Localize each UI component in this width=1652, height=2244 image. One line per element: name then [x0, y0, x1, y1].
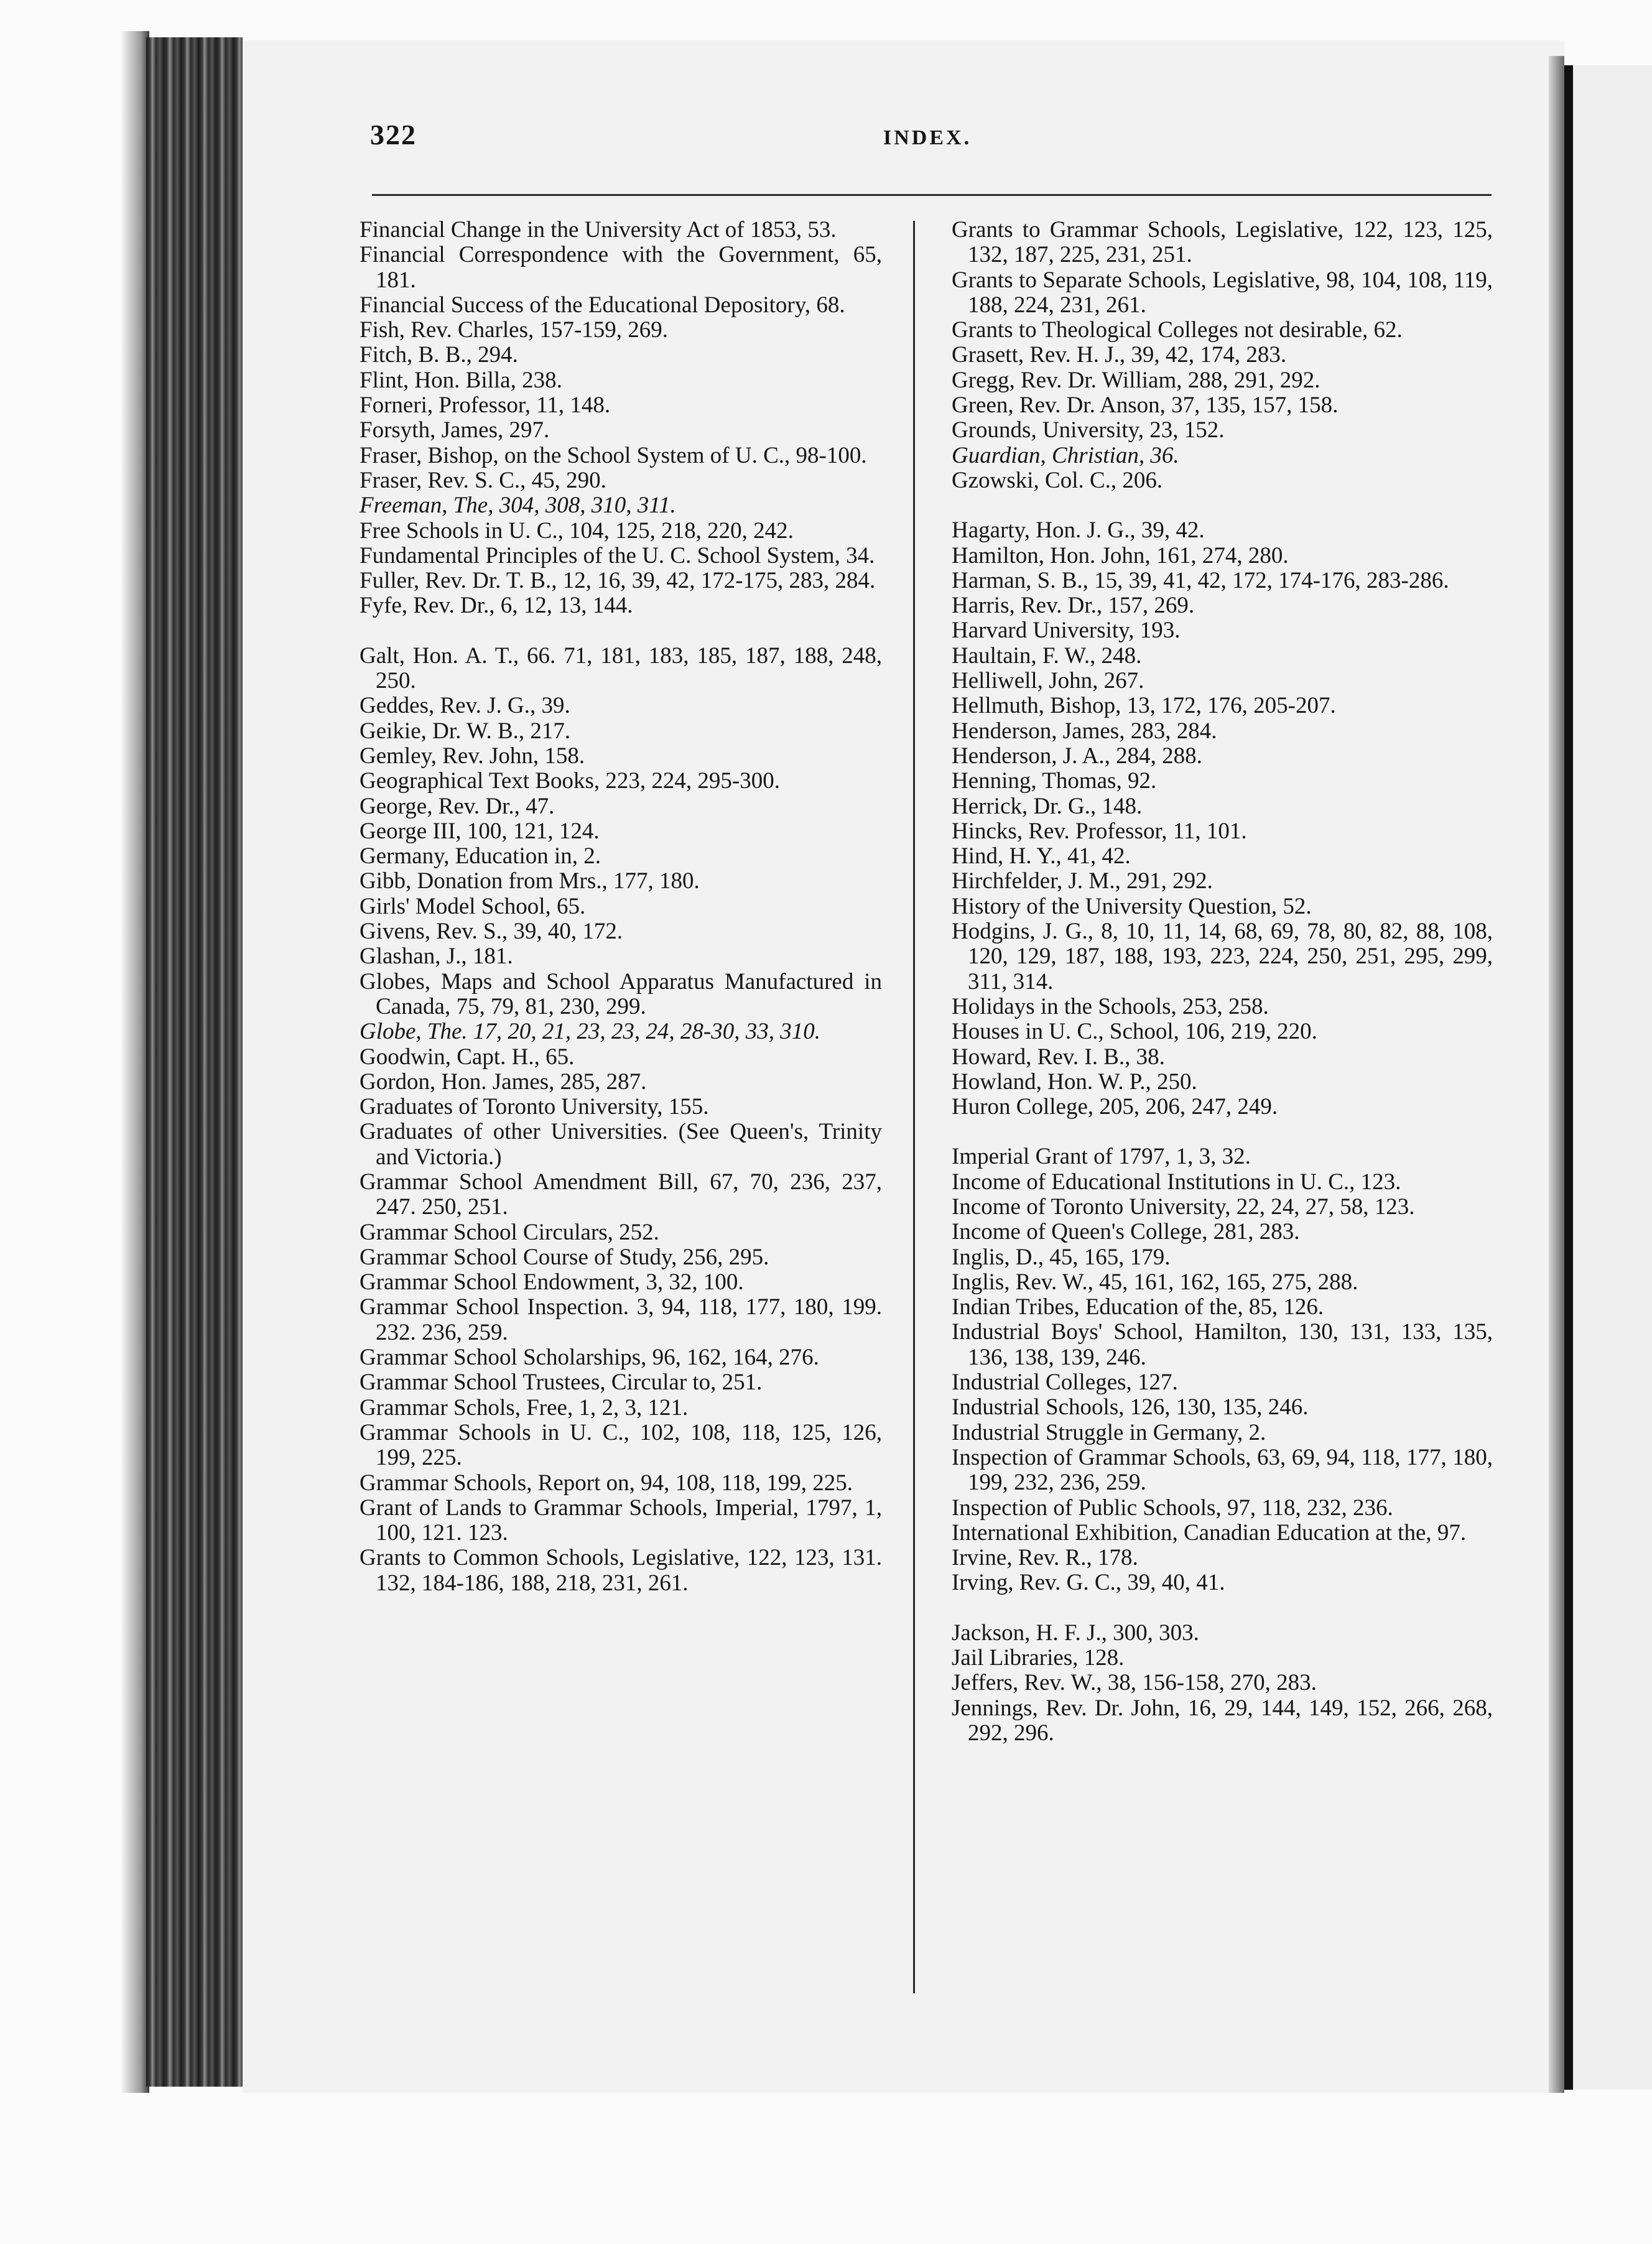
index-entry: Fyfe, Rev. Dr., 6, 12, 13, 144. — [360, 593, 633, 619]
index-entry: Jennings, Rev. Dr. John, 16, 29, 144, 149, 152, 266, 268, 292, 296. — [952, 1695, 1493, 1746]
index-entry: Forsyth, James, 297. — [360, 417, 550, 443]
index-entry: Grounds, University, 23, 152. — [952, 417, 1225, 443]
index-entry: Hodgins, J. G., 8, 10, 11, 14, 68, 69, 78, 80, 82, 88, 108, 120, 129, 187, 188, 193, 223, 224, 250, 251, 295, 299, 311, 314. — [952, 919, 1493, 994]
index-entry: Imperial Grant of 1797, 1, 3, 32. — [952, 1144, 1251, 1170]
index-entry: George, Rev. Dr., 47. — [360, 793, 555, 819]
index-entry: Grants to Common Schools, Legislative, 122, 123, 131. 132, 184-186, 188, 218, 231, 261. — [360, 1545, 882, 1596]
index-entry: Gemley, Rev. John, 158. — [360, 743, 585, 769]
index-entry: Graduates of other Universities. (See Queen's, Trinity and Victoria.) — [360, 1119, 882, 1170]
index-entry: Hellmuth, Bishop, 13, 172, 176, 205-207. — [952, 693, 1336, 719]
index-column-right — [952, 218, 1493, 1746]
index-entry: Geddes, Rev. J. G., 39. — [360, 693, 570, 719]
facing-page-edge — [1564, 65, 1652, 2090]
index-entry: Houses in U. C., School, 106, 219, 220. — [952, 1019, 1317, 1045]
index-entry: Guardian, Christian, 36. — [952, 442, 1179, 468]
index-entry: Industrial Schools, 126, 130, 135, 246. — [952, 1394, 1309, 1421]
index-entry: Hamilton, Hon. John, 161, 274, 280. — [952, 542, 1289, 568]
index-entry: Haultain, F. W., 248. — [952, 642, 1142, 669]
index-entry: Irving, Rev. G. C., 39, 40, 41. — [952, 1570, 1225, 1596]
index-entry: International Exhibition, Canadian Education at the, 97. — [952, 1519, 1467, 1546]
index-entry: Financial Change in the University Act of 1853, 53. — [360, 217, 837, 243]
index-entry: Jail Libraries, 128. — [952, 1645, 1125, 1671]
index-entry: Grants to Theological Colleges not desirable, 62. — [952, 317, 1403, 343]
index-entry: Flint, Hon. Billa, 238. — [360, 367, 562, 393]
index-entry: Henning, Thomas, 92. — [952, 768, 1157, 794]
index-entry: Gibb, Donation from Mrs., 177, 180. — [360, 868, 700, 894]
index-entry: Goodwin, Capt. H., 65. — [360, 1044, 575, 1070]
index-entry: Globe, The. 17, 20, 21, 23, 23, 24, 28-30, 33, 310. — [360, 1019, 820, 1045]
index-entry: Globes, Maps and School Apparatus Manufactured in Canada, 75, 79, 81, 230, 299. — [360, 968, 882, 1019]
index-entry: Geikie, Dr. W. B., 217. — [360, 718, 571, 744]
index-entry: Grasett, Rev. H. J., 39, 42, 174, 283. — [952, 342, 1287, 368]
index-entry: Inspection of Public Schools, 97, 118, 232, 236. — [952, 1495, 1393, 1521]
index-entry: Fitch, B. B., 294. — [360, 342, 518, 368]
index-entry: Grammar School Trustees, Circular to, 251. — [360, 1370, 763, 1396]
index-entry: Howard, Rev. I. B., 38. — [952, 1044, 1165, 1070]
index-entry: Fraser, Rev. S. C., 45, 290. — [360, 467, 606, 493]
index-entry: Fuller, Rev. Dr. T. B., 12, 16, 39, 42, 172-175, 283, 284. — [360, 568, 876, 594]
header-rule — [372, 194, 1492, 196]
index-entry: Galt, Hon. A. T., 66. 71, 181, 183, 185, 187, 188, 248, 250. — [360, 642, 882, 694]
index-entry: Irvine, Rev. R., 178. — [952, 1545, 1138, 1571]
index-entry: Inglis, D., 45, 165, 179. — [952, 1244, 1171, 1270]
index-entry: Fundamental Principles of the U. C. School System, 34. — [360, 542, 875, 568]
index-entry: Industrial Struggle in Germany, 2. — [952, 1419, 1266, 1445]
letter-section-gap — [360, 619, 882, 644]
index-entry: Glashan, J., 181. — [360, 944, 513, 970]
index-entry: Financial Correspondence with the Government, 65, 181. — [360, 242, 882, 293]
index-entry: Income of Educational Institutions in U. C., 123. — [952, 1169, 1401, 1195]
index-entry: Grammar School Endowment, 3, 32, 100. — [360, 1269, 744, 1296]
index-entry: Grammar Schols, Free, 1, 2, 3, 121. — [360, 1394, 689, 1421]
index-entry: Grant of Lands to Grammar Schools, Imperial, 1797, 1, 100, 121. 123. — [360, 1495, 882, 1546]
index-entry: Gordon, Hon. James, 285, 287. — [360, 1069, 647, 1095]
column-divider — [913, 221, 915, 1993]
index-entry: Financial Success of the Educational Depository, 68. — [360, 292, 845, 318]
index-entry: Jeffers, Rev. W., 38, 156-158, 270, 283. — [952, 1670, 1317, 1696]
index-entry: Hind, H. Y., 41, 42. — [952, 843, 1131, 869]
running-title: INDEX. — [883, 126, 972, 149]
index-entry: Green, Rev. Dr. Anson, 37, 135, 157, 158. — [952, 392, 1339, 419]
book-spine-shadow — [121, 31, 149, 2093]
index-entry: Inspection of Grammar Schools, 63, 69, 94, 118, 177, 180, 199, 232, 236, 259. — [952, 1444, 1493, 1496]
index-entry: Hincks, Rev. Professor, 11, 101. — [952, 818, 1247, 844]
index-entry: Indian Tribes, Education of the, 85, 126. — [952, 1294, 1324, 1320]
index-entry: Harris, Rev. Dr., 157, 269. — [952, 593, 1195, 619]
index-entry: Henderson, J. A., 284, 288. — [952, 743, 1202, 769]
index-entry: Grammar School Scholarships, 96, 162, 164, 276. — [360, 1345, 819, 1371]
index-entry: Grants to Separate Schools, Legislative, 98, 104, 108, 119, 188, 224, 231, 261. — [952, 267, 1493, 318]
index-entry: Germany, Education in, 2. — [360, 843, 601, 869]
index-entry: Grammar School Amendment Bill, 67, 70, 236, 237, 247. 250, 251. — [360, 1169, 882, 1220]
index-entry: George III, 100, 121, 124. — [360, 818, 600, 844]
index-entry: Holidays in the Schools, 253, 258. — [952, 993, 1269, 1019]
index-entry: Grammar School Course of Study, 256, 295. — [360, 1244, 769, 1270]
letter-section-gap — [952, 1596, 1493, 1621]
index-entry: Herrick, Dr. G., 148. — [952, 793, 1143, 819]
index-column-left — [360, 218, 882, 1596]
index-entry: Harvard University, 193. — [952, 618, 1181, 644]
index-entry: Industrial Colleges, 127. — [952, 1370, 1178, 1396]
page-number: 322 — [370, 119, 417, 151]
index-entry: Free Schools in U. C., 104, 125, 218, 220, 242. — [360, 517, 794, 544]
index-entry: Income of Toronto University, 22, 24, 27, 58, 123. — [952, 1194, 1415, 1220]
index-entry: Industrial Boys' School, Hamilton, 130, 131, 133, 135, 136, 138, 139, 246. — [952, 1319, 1493, 1370]
index-entry: Grants to Grammar Schools, Legislative, 122, 123, 125, 132, 187, 225, 231, 251. — [952, 217, 1493, 268]
index-entry: Huron College, 205, 206, 247, 249. — [952, 1094, 1278, 1120]
book-page-edges — [146, 37, 243, 2087]
index-entry: Geographical Text Books, 223, 224, 295-300. — [360, 768, 780, 794]
index-entry: Fish, Rev. Charles, 157-159, 269. — [360, 317, 669, 343]
index-entry: Jackson, H. F. J., 300, 303. — [952, 1620, 1199, 1646]
index-entry: Grammar School Inspection. 3, 94, 118, 177, 180, 199. 232. 236, 259. — [360, 1294, 882, 1345]
index-entry: Income of Queen's College, 281, 283. — [952, 1219, 1300, 1245]
index-entry: Helliwell, John, 267. — [952, 668, 1144, 694]
index-entry: Fraser, Bishop, on the School System of U. C., 98-100. — [360, 442, 867, 468]
index-entry: Grammar Schools, Report on, 94, 108, 118, 199, 225. — [360, 1470, 853, 1496]
index-entry: Howland, Hon. W. P., 250. — [952, 1069, 1197, 1095]
gutter-shadow — [1549, 56, 1564, 2093]
index-entry: Hagarty, Hon. J. G., 39, 42. — [952, 517, 1205, 544]
index-entry: Graduates of Toronto University, 155. — [360, 1094, 709, 1120]
index-entry: Hirchfelder, J. M., 291, 292. — [952, 868, 1213, 894]
index-entry: Gregg, Rev. Dr. William, 288, 291, 292. — [952, 367, 1320, 393]
index-entry: Freeman, The, 304, 308, 310, 311. — [360, 493, 676, 519]
index-entry: Harman, S. B., 15, 39, 41, 42, 172, 174-176, 283-286. — [952, 567, 1449, 593]
index-entry: Gzowski, Col. C., 206. — [952, 467, 1163, 493]
index-entry: Girls' Model School, 65. — [360, 893, 586, 919]
index-entry: Inglis, Rev. W., 45, 161, 162, 165, 275, 288. — [952, 1269, 1358, 1295]
index-entry: Givens, Rev. S., 39, 40, 172. — [360, 919, 623, 945]
index-entry: Henderson, James, 283, 284. — [952, 718, 1217, 744]
index-entry: Grammar Schools in U. C., 102, 108, 118, 125, 126, 199, 225. — [360, 1419, 882, 1471]
letter-section-gap — [952, 1120, 1493, 1144]
letter-section-gap — [952, 493, 1493, 518]
index-entry: History of the University Question, 52. — [952, 893, 1312, 919]
index-entry: Grammar School Circulars, 252. — [360, 1219, 659, 1245]
index-entry: Forneri, Professor, 11, 148. — [360, 392, 611, 419]
